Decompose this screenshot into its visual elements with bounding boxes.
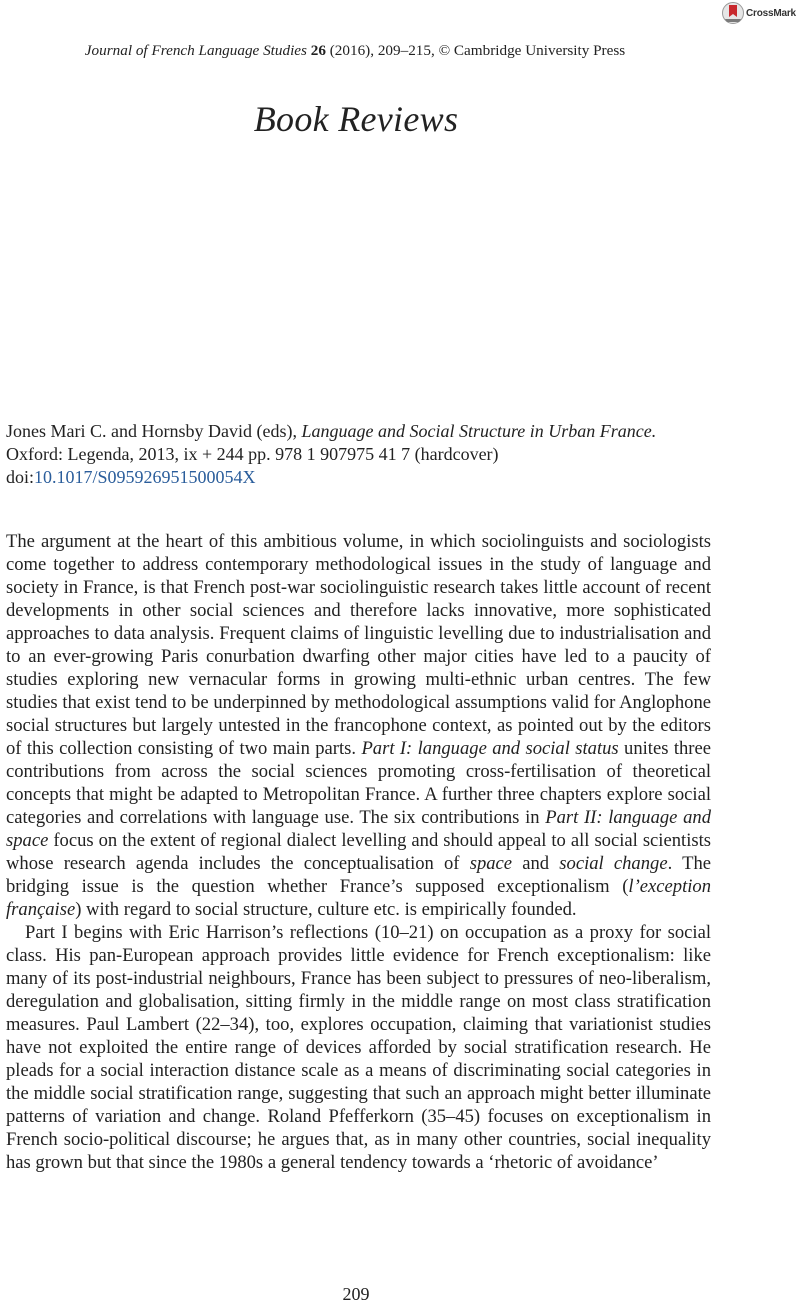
- term-space: space: [469, 853, 513, 874]
- doi-link[interactable]: 10.1017/S095926951500054X: [34, 467, 256, 487]
- crossmark-icon: [722, 2, 744, 24]
- term-exception-francaise: l’exception française: [6, 876, 711, 920]
- paragraph-1-text-f: ) with regard to social structure, culture etc. is empirically founded.: [75, 899, 577, 920]
- paragraph-1-text-a: The argument at the heart of this ambitious volume, in which sociolinguists and sociologists come together to address contemporary methodological issues in the study of language and society in France, is that French post-war sociolinguistic research takes little account of recent developments in other social sciences and therefore lacks innovative, more sophisticated approaches to data analysis. Frequent claims of linguistic levelling due to industrialisation and to an ever-growing Paris conurbation dwarfing other major cities have led to a paucity of studies exploring new vernacular forms in growing multi-ethnic urban centres. The few studies that exist tend to be underpinned by methodological assumptions valid for Anglophone social structures but largely untested in the francophone context, as pointed out by the editors of this collection consisting of two main parts.: [6, 531, 711, 759]
- part-two-title: Part II: language and space: [6, 807, 711, 851]
- running-head: [0, 42, 710, 60]
- part-one-title: Part I: language and social status: [361, 738, 619, 759]
- citation-authors: Jones Mari C. and Hornsby David (eds),: [6, 421, 297, 441]
- journal-name: Journal of French Language Studies: [84, 42, 307, 59]
- review-paragraph-1: [6, 530, 711, 921]
- doi-prefix: doi:: [6, 467, 35, 487]
- review-paragraph-2: Part I begins with Eric Harrison’s reflections (10–21) on occupation as a proxy for social class. His pan-European approach provides little evidence for French exceptionalism: like many of its post-industrial neighbours, France has been subject to pressures of neo-liberalism, deregulation and globalisation, sitting firmly in the middle range on most class stratification measures. Paul Lambert (22–34), too, explores occupation, claiming that variationist studies have not exploited the entire range of devices afforded by social stratification research. He pleads for a social interaction distance scale as a means of discriminating social categories in the middle social stratification range, suggesting that such an approach might better illuminate patterns of variation and change. Roland Pfefferkorn (35–45) focuses on exceptionalism in French socio-political discourse; he argues that, as in many other countries, social inequality has grown but that since the 1980s a general tendency towards a ‘rhetoric of avoidance’: [6, 922, 711, 1173]
- review-body: [6, 530, 711, 1174]
- book-citation: [6, 420, 716, 489]
- paragraph-1-text-c: focus on the extent of regional dialect levelling and should appeal to all social scientists whose research agenda includes the conceptualisation of: [6, 830, 711, 874]
- crossmark-label: CrossMark: [746, 7, 796, 19]
- page-number: 209: [342, 1284, 370, 1304]
- journal-volume: 26: [310, 42, 326, 59]
- term-social-change: social change: [559, 853, 668, 874]
- paragraph-1-text-b: unites three contributions from across the social sciences promoting cross-fertilisation of theoretical concepts that might be adapted to Metropolitan France. A further three chapters explore social categories and correlations with language use. The six contributions in: [6, 738, 711, 828]
- citation-doi-line: [6, 466, 716, 489]
- section-title: Book Reviews: [253, 99, 459, 139]
- citation-line-1: [6, 420, 716, 443]
- citation-publication: Oxford: Legenda, 2013, ix + 244 pp. 978 1 907975 41 7 (hardcover): [6, 444, 499, 464]
- journal-details: (2016), 209–215, © Cambridge University Press: [329, 42, 626, 59]
- paragraph-1-text-d: and: [512, 853, 560, 874]
- citation-book-title: Language and Social Structure in Urban France.: [301, 421, 657, 441]
- paragraph-1-text-e: . The bridging issue is the question whether France’s supposed exceptionalism (: [6, 853, 712, 897]
- crossmark-badge[interactable]: [722, 1, 796, 25]
